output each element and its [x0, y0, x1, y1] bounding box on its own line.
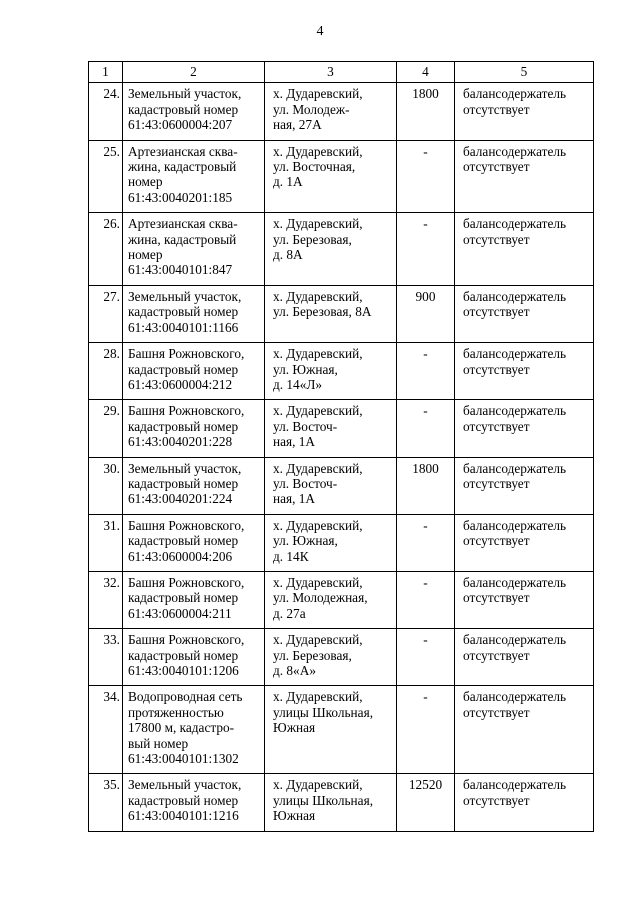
balance-holder: балансодержатель отсутствует: [455, 457, 594, 514]
object-quantity: 900: [397, 285, 455, 342]
table-body: [89, 83, 594, 831]
table-row: [89, 343, 594, 400]
object-address: х. Дударевский, ул. Южная, д. 14К: [265, 514, 397, 571]
object-name: Башня Рожновского, кадастровый номер 61:43:0600004:211: [123, 571, 265, 628]
row-number: 35.: [89, 774, 123, 831]
page-number: 4: [316, 24, 324, 39]
row-number: 28.: [89, 343, 123, 400]
object-name: Земельный участок, кадастровый номер 61:43:0040101:1166: [123, 285, 265, 342]
object-name: Артезианская сква- жина, кадастровый номер 61:43:0040201:185: [123, 140, 265, 213]
column-header-1: 1: [89, 62, 123, 83]
object-quantity: 1800: [397, 83, 455, 140]
row-number: 25.: [89, 140, 123, 213]
column-header-3: 3: [265, 62, 397, 83]
table-row: [89, 213, 594, 286]
row-number: 30.: [89, 457, 123, 514]
object-name: Башня Рожновского, кадастровый номер 61:43:0040201:228: [123, 400, 265, 457]
row-number: 32.: [89, 571, 123, 628]
object-address: х. Дударевский, ул. Восточ- ная, 1А: [265, 400, 397, 457]
object-quantity: -: [397, 571, 455, 628]
row-number: 31.: [89, 514, 123, 571]
table-header-row: [89, 62, 594, 83]
object-quantity: 1800: [397, 457, 455, 514]
object-name: Башня Рожновского, кадастровый номер 61:43:0040101:1206: [123, 629, 265, 686]
object-name: Башня Рожновского, кадастровый номер 61:43:0600004:206: [123, 514, 265, 571]
object-quantity: -: [397, 213, 455, 286]
row-number: 27.: [89, 285, 123, 342]
table-row: [89, 83, 594, 140]
object-name: Артезианская сква- жина, кадастровый номер 61:43:0040101:847: [123, 213, 265, 286]
object-address: х. Дударевский, ул. Молодеж- ная, 27А: [265, 83, 397, 140]
balance-holder: балансодержатель отсутствует: [455, 343, 594, 400]
property-table: [88, 61, 594, 832]
column-header-4: 4: [397, 62, 455, 83]
balance-holder: балансодержатель отсутствует: [455, 571, 594, 628]
object-address: х. Дударевский, ул. Восточ- ная, 1А: [265, 457, 397, 514]
table-row: [89, 629, 594, 686]
balance-holder: балансодержатель отсутствует: [455, 400, 594, 457]
column-header-5: 5: [455, 62, 594, 83]
balance-holder: балансодержатель отсутствует: [455, 686, 594, 774]
object-address: х. Дударевский, улицы Школьная, Южная: [265, 686, 397, 774]
object-name: Земельный участок, кадастровый номер 61:43:0040201:224: [123, 457, 265, 514]
table-row: [89, 514, 594, 571]
table-row: [89, 400, 594, 457]
table-row: [89, 457, 594, 514]
balance-holder: балансодержатель отсутствует: [455, 629, 594, 686]
object-quantity: -: [397, 686, 455, 774]
object-quantity: -: [397, 514, 455, 571]
row-number: 24.: [89, 83, 123, 140]
object-name: Земельный участок, кадастровый номер 61:43:0600004:207: [123, 83, 265, 140]
balance-holder: балансодержатель отсутствует: [455, 285, 594, 342]
balance-holder: балансодержатель отсутствует: [455, 774, 594, 831]
row-number: 34.: [89, 686, 123, 774]
object-address: х. Дударевский, ул. Березовая, д. 8«А»: [265, 629, 397, 686]
object-quantity: 12520: [397, 774, 455, 831]
object-address: х. Дударевский, улицы Школьная, Южная: [265, 774, 397, 831]
object-quantity: -: [397, 629, 455, 686]
object-address: х. Дударевский, ул. Березовая, 8А: [265, 285, 397, 342]
table-row: [89, 571, 594, 628]
object-quantity: -: [397, 400, 455, 457]
balance-holder: балансодержатель отсутствует: [455, 213, 594, 286]
column-header-2: 2: [123, 62, 265, 83]
row-number: 29.: [89, 400, 123, 457]
object-address: х. Дударевский, ул. Березовая, д. 8А: [265, 213, 397, 286]
row-number: 33.: [89, 629, 123, 686]
balance-holder: балансодержатель отсутствует: [455, 140, 594, 213]
object-quantity: -: [397, 343, 455, 400]
row-number: 26.: [89, 213, 123, 286]
object-address: х. Дударевский, ул. Южная, д. 14«Л»: [265, 343, 397, 400]
table-row: [89, 140, 594, 213]
balance-holder: балансодержатель отсутствует: [455, 83, 594, 140]
object-name: Водопроводная сеть протяженностью 17800 м, кадастро- вый номер 61:43:0040101:1302: [123, 686, 265, 774]
table-row: [89, 686, 594, 774]
balance-holder: балансодержатель отсутствует: [455, 514, 594, 571]
object-address: х. Дударевский, ул. Молодежная, д. 27а: [265, 571, 397, 628]
object-name: Башня Рожновского, кадастровый номер 61:43:0600004:212: [123, 343, 265, 400]
object-quantity: -: [397, 140, 455, 213]
table-row: [89, 285, 594, 342]
table-row: [89, 774, 594, 831]
object-name: Земельный участок, кадастровый номер 61:43:0040101:1216: [123, 774, 265, 831]
object-address: х. Дударевский, ул. Восточная, д. 1А: [265, 140, 397, 213]
